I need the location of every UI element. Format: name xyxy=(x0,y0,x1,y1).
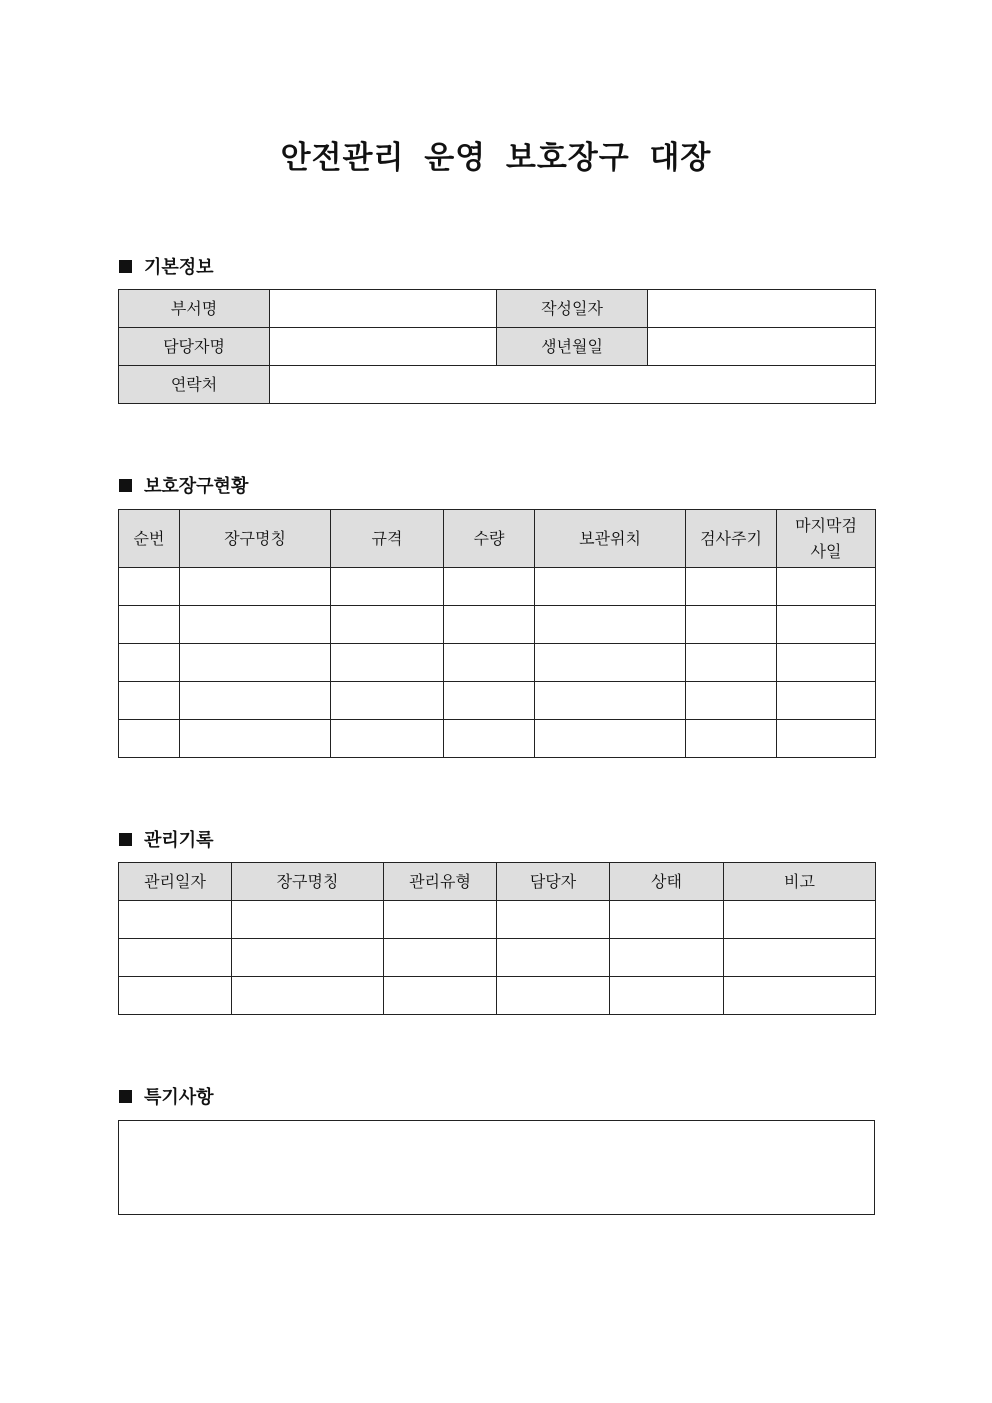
manager-field[interactable] xyxy=(270,328,497,366)
table-cell[interactable] xyxy=(384,901,497,939)
section-heading-basic-info xyxy=(119,253,214,279)
table-cell[interactable] xyxy=(535,682,686,720)
table-cell[interactable] xyxy=(119,901,232,939)
table-cell[interactable] xyxy=(686,568,777,606)
square-bullet-icon xyxy=(119,833,132,846)
table-cell[interactable] xyxy=(331,682,444,720)
table-row xyxy=(119,644,876,682)
table-cell[interactable] xyxy=(444,720,535,758)
table-cell[interactable] xyxy=(180,568,331,606)
table-cell[interactable] xyxy=(180,644,331,682)
dept-label: 부서명 xyxy=(119,290,270,328)
table-cell[interactable] xyxy=(497,901,610,939)
table-cell[interactable] xyxy=(777,606,876,644)
page-title: 안전관리 운영 보호장구 대장 xyxy=(280,140,712,176)
table-cell[interactable] xyxy=(331,644,444,682)
section-title: 특기사항 xyxy=(144,1087,214,1108)
table-cell[interactable] xyxy=(497,939,610,977)
table-cell[interactable] xyxy=(384,977,497,1015)
col-header-manage-date: 관리일자 xyxy=(119,863,232,901)
table-row xyxy=(119,901,876,939)
table-cell[interactable] xyxy=(180,720,331,758)
table-row xyxy=(119,720,876,758)
table-cell[interactable] xyxy=(384,939,497,977)
col-header-quantity: 수량 xyxy=(444,510,535,568)
table-row xyxy=(119,606,876,644)
section-heading-equipment xyxy=(119,472,248,498)
col-header-equipment-name: 장구명칭 xyxy=(232,863,384,901)
col-header-inspection-cycle: 검사주기 xyxy=(686,510,777,568)
birth-label: 생년월일 xyxy=(497,328,648,366)
table-cell[interactable] xyxy=(535,568,686,606)
col-header-spec: 규격 xyxy=(331,510,444,568)
col-header-status: 상태 xyxy=(610,863,724,901)
table-cell[interactable] xyxy=(119,644,180,682)
table-cell[interactable] xyxy=(724,901,876,939)
table-cell[interactable] xyxy=(232,939,384,977)
table-cell[interactable] xyxy=(686,682,777,720)
table-cell[interactable] xyxy=(444,682,535,720)
table-cell[interactable] xyxy=(686,644,777,682)
contact-label: 연락처 xyxy=(119,366,270,404)
table-cell[interactable] xyxy=(331,720,444,758)
col-header-last-inspection: 마지막검사일 xyxy=(777,510,876,568)
section-title: 기본정보 xyxy=(144,257,214,278)
table-cell[interactable] xyxy=(777,568,876,606)
table-cell[interactable] xyxy=(610,939,724,977)
table-cell[interactable] xyxy=(724,977,876,1015)
table-row xyxy=(119,568,876,606)
basic-info-table xyxy=(118,289,876,404)
square-bullet-icon xyxy=(119,479,132,492)
table-cell[interactable] xyxy=(232,977,384,1015)
col-header-equipment-name: 장구명칭 xyxy=(180,510,331,568)
table-row xyxy=(119,939,876,977)
table-row xyxy=(119,977,876,1015)
table-cell[interactable] xyxy=(232,901,384,939)
table-cell[interactable] xyxy=(119,977,232,1015)
section-title: 관리기록 xyxy=(144,830,214,851)
table-cell[interactable] xyxy=(777,682,876,720)
table-cell[interactable] xyxy=(119,939,232,977)
table-cell[interactable] xyxy=(535,606,686,644)
section-heading-notes xyxy=(119,1083,214,1109)
col-header-manage-type: 관리유형 xyxy=(384,863,497,901)
date-label: 작성일자 xyxy=(497,290,648,328)
col-header-storage: 보관위치 xyxy=(535,510,686,568)
table-cell[interactable] xyxy=(119,606,180,644)
manager-label: 담당자명 xyxy=(119,328,270,366)
table-cell[interactable] xyxy=(331,606,444,644)
table-cell[interactable] xyxy=(331,568,444,606)
col-header-remarks: 비고 xyxy=(724,863,876,901)
col-header-no: 순번 xyxy=(119,510,180,568)
table-cell[interactable] xyxy=(610,977,724,1015)
records-table xyxy=(118,862,876,1015)
square-bullet-icon xyxy=(119,1090,132,1103)
table-cell[interactable] xyxy=(610,901,724,939)
table-cell[interactable] xyxy=(535,644,686,682)
table-cell[interactable] xyxy=(497,977,610,1015)
contact-field[interactable] xyxy=(270,366,876,404)
table-cell[interactable] xyxy=(444,568,535,606)
table-cell[interactable] xyxy=(686,720,777,758)
col-header-person: 담당자 xyxy=(497,863,610,901)
square-bullet-icon xyxy=(119,260,132,273)
section-title: 보호장구현황 xyxy=(144,476,249,497)
notes-field[interactable] xyxy=(118,1120,875,1215)
table-cell[interactable] xyxy=(724,939,876,977)
equipment-table xyxy=(118,509,876,758)
section-heading-records xyxy=(119,826,214,852)
table-cell[interactable] xyxy=(444,644,535,682)
table-row xyxy=(119,682,876,720)
table-cell[interactable] xyxy=(180,682,331,720)
table-cell[interactable] xyxy=(686,606,777,644)
table-cell[interactable] xyxy=(119,720,180,758)
table-cell[interactable] xyxy=(777,720,876,758)
birth-field[interactable] xyxy=(648,328,876,366)
table-cell[interactable] xyxy=(119,568,180,606)
table-cell[interactable] xyxy=(777,644,876,682)
table-cell[interactable] xyxy=(535,720,686,758)
date-field[interactable] xyxy=(648,290,876,328)
dept-field[interactable] xyxy=(270,290,497,328)
table-cell[interactable] xyxy=(119,682,180,720)
table-cell[interactable] xyxy=(444,606,535,644)
table-cell[interactable] xyxy=(180,606,331,644)
